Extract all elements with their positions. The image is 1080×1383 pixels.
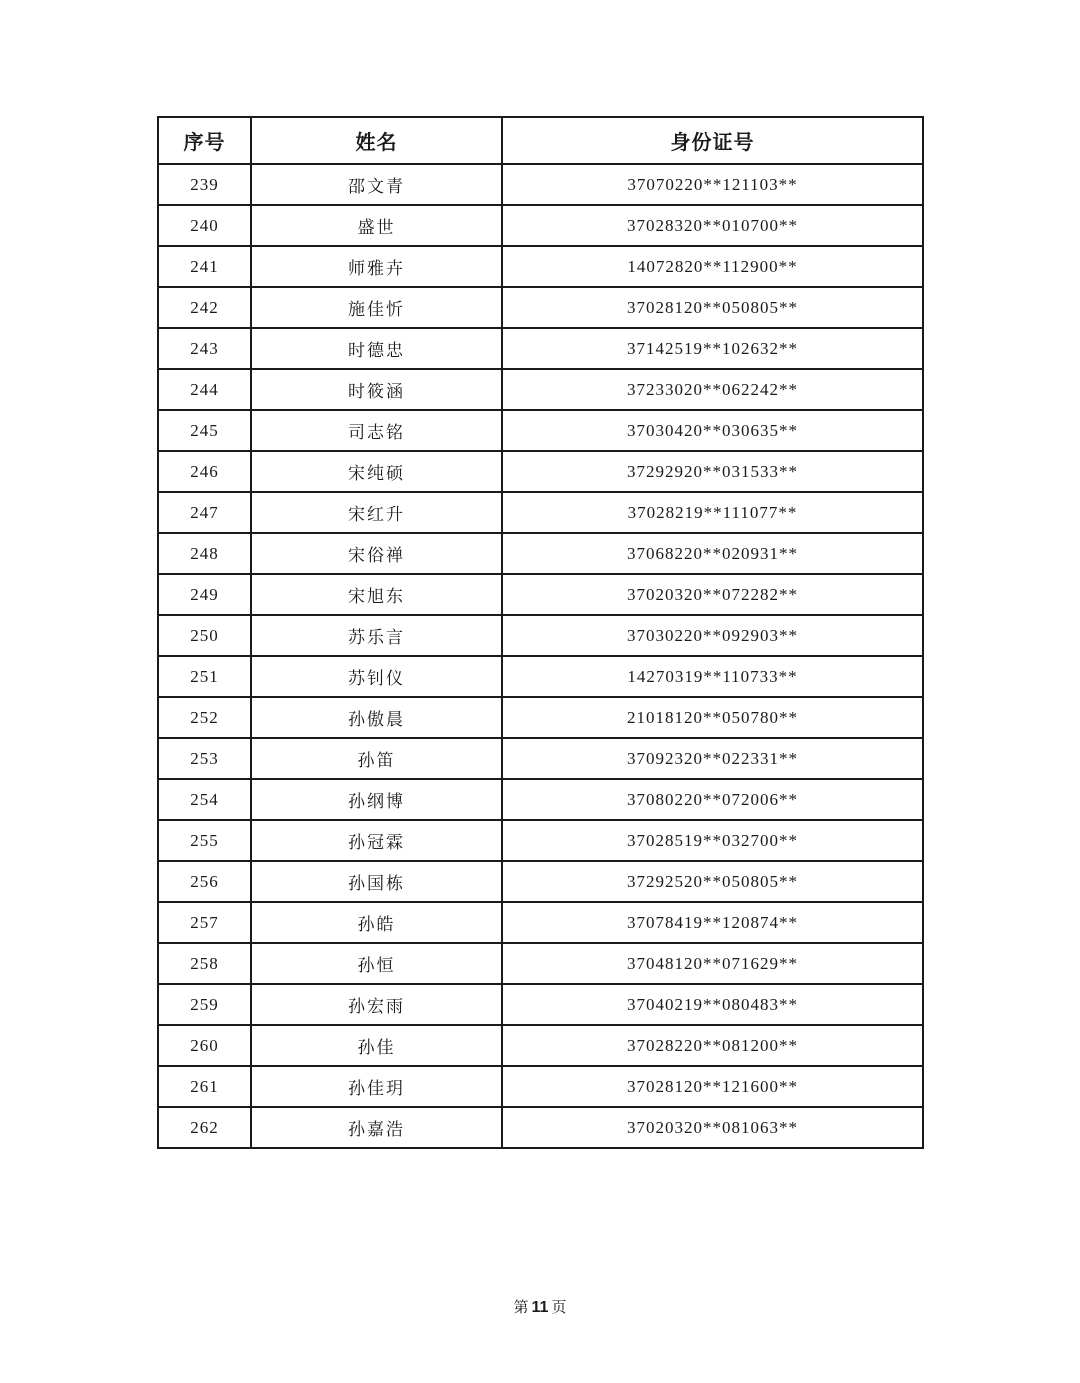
table-row bbox=[158, 533, 923, 574]
id-number-cell: 37142519**102632** bbox=[502, 328, 923, 369]
name-cell: 孙恒 bbox=[251, 943, 502, 984]
serial-number-cell: 256 bbox=[158, 861, 251, 902]
name-cell: 孙纲博 bbox=[251, 779, 502, 820]
id-number-cell: 37048120**071629** bbox=[502, 943, 923, 984]
roster-table bbox=[157, 116, 924, 1149]
serial-number-cell: 261 bbox=[158, 1066, 251, 1107]
name-cell: 司志铭 bbox=[251, 410, 502, 451]
name-cell: 孙皓 bbox=[251, 902, 502, 943]
table-row bbox=[158, 451, 923, 492]
id-number-cell: 37080220**072006** bbox=[502, 779, 923, 820]
serial-number-cell: 255 bbox=[158, 820, 251, 861]
serial-number-cell: 249 bbox=[158, 574, 251, 615]
table-row bbox=[158, 164, 923, 205]
serial-number-cell: 245 bbox=[158, 410, 251, 451]
id-number-cell: 37030220**092903** bbox=[502, 615, 923, 656]
serial-number-cell: 243 bbox=[158, 328, 251, 369]
serial-number-cell: 252 bbox=[158, 697, 251, 738]
name-cell: 孙佳 bbox=[251, 1025, 502, 1066]
serial-number-cell: 240 bbox=[158, 205, 251, 246]
serial-number-cell: 241 bbox=[158, 246, 251, 287]
table-row bbox=[158, 861, 923, 902]
table-row bbox=[158, 779, 923, 820]
serial-number-cell: 254 bbox=[158, 779, 251, 820]
name-cell: 师雅卉 bbox=[251, 246, 502, 287]
name-cell: 孙傲晨 bbox=[251, 697, 502, 738]
table-row bbox=[158, 615, 923, 656]
id-number-cell: 37292920**031533** bbox=[502, 451, 923, 492]
header-id-number: 身份证号 bbox=[502, 117, 923, 164]
table-row bbox=[158, 943, 923, 984]
id-number-cell: 37028120**121600** bbox=[502, 1066, 923, 1107]
serial-number-cell: 248 bbox=[158, 533, 251, 574]
id-number-cell: 37028220**081200** bbox=[502, 1025, 923, 1066]
serial-number-cell: 246 bbox=[158, 451, 251, 492]
table-row bbox=[158, 328, 923, 369]
name-cell: 宋纯硕 bbox=[251, 451, 502, 492]
page-number: 11 bbox=[531, 1299, 549, 1316]
serial-number-cell: 257 bbox=[158, 902, 251, 943]
id-number-cell: 37092320**022331** bbox=[502, 738, 923, 779]
table-body bbox=[158, 164, 923, 1148]
serial-number-cell: 239 bbox=[158, 164, 251, 205]
id-number-cell: 37292520**050805** bbox=[502, 861, 923, 902]
name-cell: 孙佳玥 bbox=[251, 1066, 502, 1107]
name-cell: 施佳忻 bbox=[251, 287, 502, 328]
table-row bbox=[158, 820, 923, 861]
serial-number-cell: 244 bbox=[158, 369, 251, 410]
page-footer bbox=[0, 1296, 1080, 1317]
id-number-cell: 37040219**080483** bbox=[502, 984, 923, 1025]
name-cell: 宋俗禅 bbox=[251, 533, 502, 574]
id-number-cell: 37233020**062242** bbox=[502, 369, 923, 410]
id-number-cell: 37078419**120874** bbox=[502, 902, 923, 943]
name-cell: 盛世 bbox=[251, 205, 502, 246]
table-row bbox=[158, 574, 923, 615]
id-number-cell: 21018120**050780** bbox=[502, 697, 923, 738]
table-row bbox=[158, 697, 923, 738]
id-number-cell: 14072820**112900** bbox=[502, 246, 923, 287]
id-number-cell: 37028219**111077** bbox=[502, 492, 923, 533]
table-row bbox=[158, 1107, 923, 1148]
header-row bbox=[158, 117, 923, 164]
table-row bbox=[158, 1025, 923, 1066]
table-row bbox=[158, 738, 923, 779]
name-cell: 孙国栋 bbox=[251, 861, 502, 902]
id-number-cell: 37028120**050805** bbox=[502, 287, 923, 328]
name-cell: 时德忠 bbox=[251, 328, 502, 369]
table-header bbox=[158, 117, 923, 164]
serial-number-cell: 260 bbox=[158, 1025, 251, 1066]
header-name: 姓名 bbox=[251, 117, 502, 164]
id-number-cell: 37028519**032700** bbox=[502, 820, 923, 861]
table-row bbox=[158, 902, 923, 943]
serial-number-cell: 253 bbox=[158, 738, 251, 779]
name-cell: 孙宏雨 bbox=[251, 984, 502, 1025]
table-row bbox=[158, 205, 923, 246]
name-cell: 时筱涵 bbox=[251, 369, 502, 410]
id-number-cell: 37020320**081063** bbox=[502, 1107, 923, 1148]
footer-prefix: 第 bbox=[513, 1298, 529, 1316]
table-row bbox=[158, 492, 923, 533]
serial-number-cell: 242 bbox=[158, 287, 251, 328]
serial-number-cell: 258 bbox=[158, 943, 251, 984]
table-row bbox=[158, 1066, 923, 1107]
table-row bbox=[158, 656, 923, 697]
name-cell: 宋旭东 bbox=[251, 574, 502, 615]
id-number-cell: 37028320**010700** bbox=[502, 205, 923, 246]
id-number-cell: 14270319**110733** bbox=[502, 656, 923, 697]
serial-number-cell: 251 bbox=[158, 656, 251, 697]
name-cell: 邵文青 bbox=[251, 164, 502, 205]
name-cell: 宋红升 bbox=[251, 492, 502, 533]
serial-number-cell: 247 bbox=[158, 492, 251, 533]
footer-suffix: 页 bbox=[551, 1298, 567, 1316]
table-row bbox=[158, 984, 923, 1025]
serial-number-cell: 250 bbox=[158, 615, 251, 656]
serial-number-cell: 262 bbox=[158, 1107, 251, 1148]
name-cell: 孙嘉浩 bbox=[251, 1107, 502, 1148]
name-cell: 孙笛 bbox=[251, 738, 502, 779]
name-cell: 苏钊仪 bbox=[251, 656, 502, 697]
id-number-cell: 37020320**072282** bbox=[502, 574, 923, 615]
table-row bbox=[158, 410, 923, 451]
id-number-cell: 37030420**030635** bbox=[502, 410, 923, 451]
id-number-cell: 37070220**121103** bbox=[502, 164, 923, 205]
table-row bbox=[158, 246, 923, 287]
header-serial-number: 序号 bbox=[158, 117, 251, 164]
serial-number-cell: 259 bbox=[158, 984, 251, 1025]
id-number-cell: 37068220**020931** bbox=[502, 533, 923, 574]
name-cell: 孙冠霖 bbox=[251, 820, 502, 861]
table-row bbox=[158, 287, 923, 328]
table-row bbox=[158, 369, 923, 410]
name-cell: 苏乐言 bbox=[251, 615, 502, 656]
